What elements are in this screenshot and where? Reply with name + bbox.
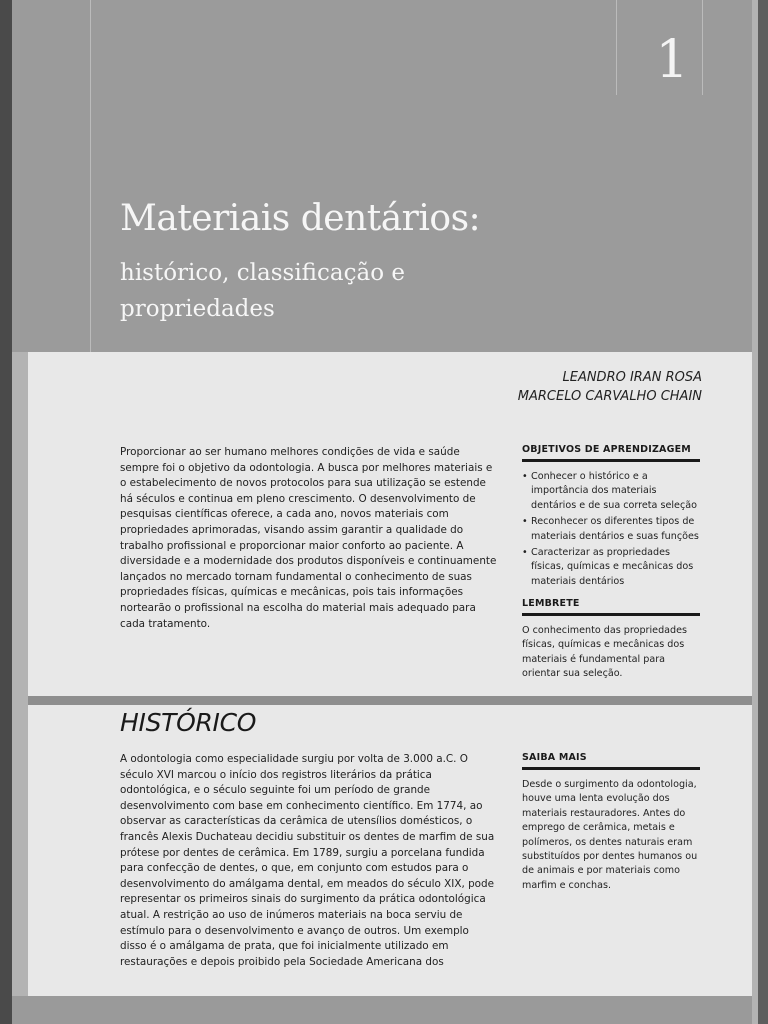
intro-paragraph: Proporcionar ao ser humano melhores condições de vida e saúde sempre foi o objetivo da odontologia. A busca por melhores materiais e o estabelecimento de novos protocolos para sua utilização se estende há séculos e continua em pleno crescimento. O desenvolvimento de pesquisas científicas oferece, a cada ano, novos materiais com propriedades aprimoradas, visando assim garantir a qualidade do trabalho profissional e proporcionar maior conforto ao paciente. A diversidade e a modernidade dos produtos disponíveis e continuamente lançados no mercado tornam fundamental o conhecimento de suas propriedades físicas, químicas e mecânicas, pois tais informações nortearão o profissional na escolha do material mais adequado para cada tratamento. (120, 446, 497, 630)
reminder-text: O conhecimento das propriedades físicas, químicas e mecânicas dos materiais é fundamental para orientar sua seleção. (522, 625, 688, 680)
author-name: MARCELO CARVALHO CHAIN (517, 389, 702, 404)
chapter-number: 1 (655, 30, 689, 90)
author-list (518, 368, 702, 406)
section-title-historico: HISTÓRICO (120, 708, 257, 737)
section-divider (28, 696, 752, 705)
objective-item: • Caracterizar as propriedades físicas, químicas e mecânicas dos materiais dentários (522, 546, 700, 589)
objectives-box (522, 444, 700, 591)
saiba-mais-heading: SAIBA MAIS (522, 752, 700, 770)
reminder-box (522, 598, 700, 682)
header-rule-chapter-left (616, 0, 617, 95)
historico-paragraph: A odontologia como especialidade surgiu por volta de 3.000 a.C. O século XVI marcou o início dos registros literários da prática odontológica, e o século seguinte foi um período de grande desenvolvimento com base em conhecimento científico. Em 1774, ao observar as características da cerâmica de utensílios domésticos, o francês Alexis Duchateau decidiu substituir os dentes de marfim de sua prótese por dentes de cerâmica. Em 1789, surgiu a porcelana fundida para confecção de dentes, o que, em conjunto com estudos para o desenvolvimento do amálgama dental, em meados do século XIX, pode representar os primeiros sinais do surgimento da prática odontológica atual. A restrição ao uso de inúmeros materiais na boca serviu de estímulo para o desenvolvimento e avanço de outros. Um exemplo disso é o amálgama de prata, que foi inicialmente utilizado em restaurações e depois proibido pela Sociedade Americana dos (120, 753, 495, 968)
objectives-list (522, 470, 700, 589)
header-rule-left (90, 0, 91, 352)
reminder-heading: LEMBRETE (522, 598, 700, 616)
saiba-mais-box (522, 752, 700, 893)
header-rule-chapter-right (702, 0, 703, 95)
objective-item: • Reconhecer os diferentes tipos de materiais dentários e suas funções (522, 515, 700, 544)
saiba-mais-text: Desde o surgimento da odontologia, houve uma lenta evolução dos materiais restauradores. Antes do emprego de cerâmica, metais e polímeros, os dentes naturais eram substituídos por dentes humanos ou de animais e por materiais como marfim e conchas. (522, 779, 698, 891)
content-area (28, 352, 752, 998)
objective-item: • Conhecer o histórico e a importância dos materiais dentários e de sua correta seleção (522, 470, 700, 513)
objectives-heading: OBJETIVOS DE APRENDIZAGEM (522, 444, 700, 462)
chapter-subtitle: histórico, classificação e propriedades (120, 260, 405, 322)
binding-shadow (0, 0, 12, 1024)
page-bottom-band (12, 996, 752, 1024)
author-name: LEANDRO IRAN ROSA (562, 370, 702, 385)
chapter-title: Materiais dentários: (120, 198, 481, 239)
